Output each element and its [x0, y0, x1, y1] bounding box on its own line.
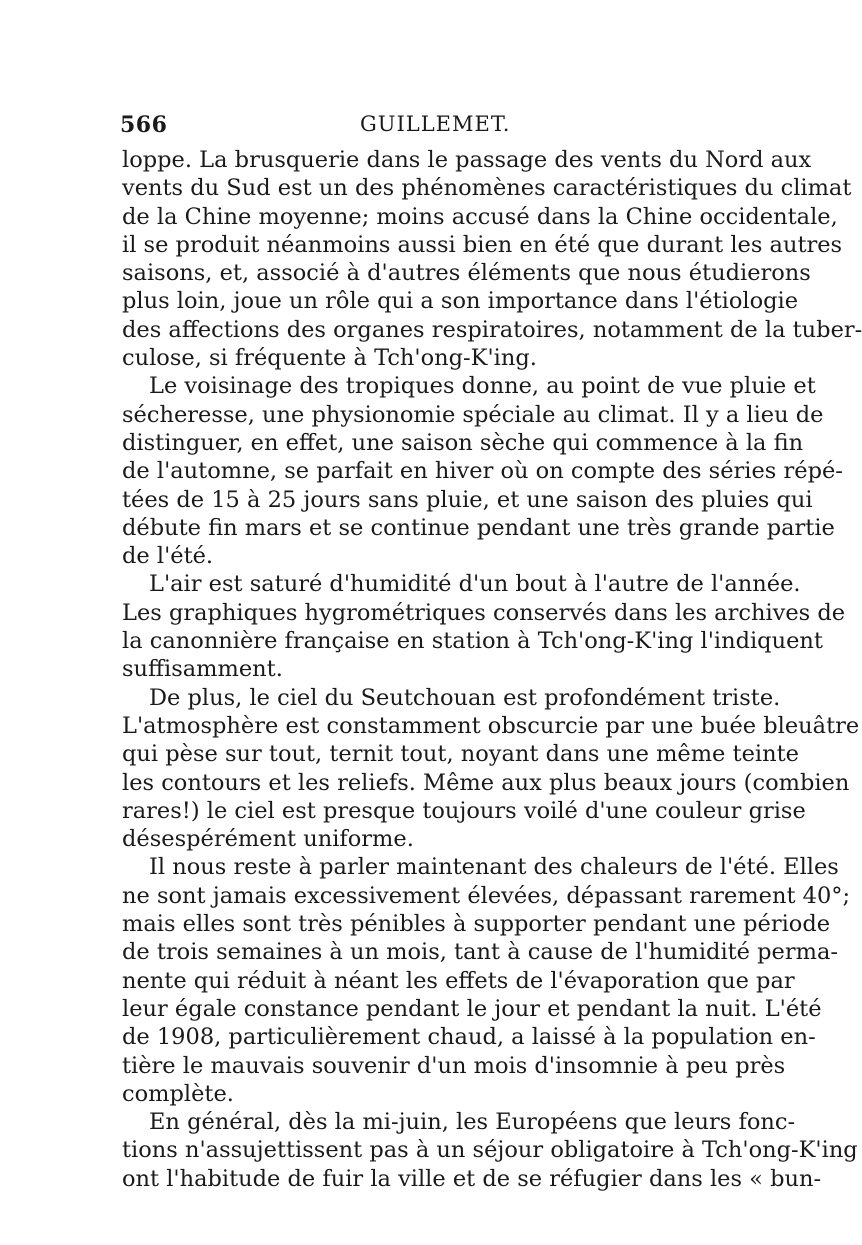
text-line: rares!) le ciel est presque toujours voilé d'une couleur grise [122, 797, 806, 824]
text-line: leur égale constance pendant le jour et pendant la nuit. L'été [122, 995, 822, 1022]
text-line: il se produit néanmoins aussi bien en été que durant les autres [122, 231, 843, 258]
page-number: 566 [120, 112, 168, 138]
text-line: Il nous reste à parler maintenant des chaleurs de l'été. Elles [149, 854, 839, 881]
text-line: tière le mauvais souvenir d'un mois d'insomnie à peu près [122, 1052, 786, 1079]
text-line: désespérément uniforme. [122, 826, 414, 853]
text-line: de trois semaines à un mois, tant à cause de l'humidité perma- [122, 939, 838, 966]
text-line: de l'automne, se parfait en hiver où on compte des séries répé- [122, 458, 843, 485]
paragraph [122, 1108, 858, 1193]
running-head: GUILLEMET. [360, 112, 511, 136]
body-text [122, 146, 862, 1193]
text-line: Le voisinage des tropiques donne, au point de vue pluie et [149, 373, 816, 400]
text-line: culose, si fréquente à Tch'ong-K'ing. [122, 345, 537, 372]
text-line: L'air est saturé d'humidité d'un bout à l'autre de l'année. [149, 571, 801, 598]
text-line: les contours et les reliefs. Même aux plus beaux jours (combien [122, 769, 850, 796]
text-line: sécheresse, une physionomie spéciale au climat. Il y a lieu de [122, 401, 824, 428]
text-line: débute fin mars et se continue pendant une très grande partie [122, 514, 835, 541]
text-line: De plus, le ciel du Seutchouan est profondément triste. [149, 684, 781, 711]
text-line: distinguer, en effet, une saison sèche qui commence à la fin [122, 429, 804, 456]
text-line: ont l'habitude de fuir la ville et de se réfugier dans les « bun- [122, 1165, 822, 1192]
text-line: la canonnière française en station à Tch'ong-K'ing l'indiquent [122, 628, 823, 655]
text-line: nente qui réduit à néant les effets de l'évaporation que par [122, 967, 795, 994]
text-line: ne sont jamais excessivement élevées, dépassant rarement 40°; [122, 882, 851, 909]
text-line: de 1908, particulièrement chaud, a laissé à la population en- [122, 1024, 816, 1051]
paragraph [122, 372, 843, 570]
page-header [120, 112, 680, 142]
paragraph [122, 684, 860, 854]
paragraph [122, 853, 851, 1108]
text-line: vents du Sud est un des phénomènes caractéristiques du climat [122, 175, 852, 202]
text-line: de l'été. [122, 543, 214, 570]
text-line: loppe. La brusquerie dans le passage des vents du Nord aux [122, 147, 812, 173]
text-line: des affections des organes respiratoires, notamment de la tuber- [122, 316, 862, 343]
text-line: qui pèse sur tout, ternit tout, noyant dans une même teinte [122, 741, 799, 768]
text-line: complète. [122, 1080, 234, 1107]
paragraph [122, 146, 862, 372]
text-line: En général, dès la mi-juin, les Européens que leurs fonc- [149, 1109, 796, 1136]
text-line: tées de 15 à 25 jours sans pluie, et une saison des pluies qui [122, 486, 813, 513]
text-line: plus loin, joue un rôle qui a son importance dans l'étiologie [122, 288, 799, 315]
text-line: saisons, et, associé à d'autres éléments que nous étudierons [122, 260, 811, 287]
text-line: L'atmosphère est constamment obscurcie par une buée bleuâtre [122, 712, 860, 739]
text-line: de la Chine moyenne; moins accusé dans la Chine occidentale, [122, 203, 838, 230]
paragraph [122, 570, 846, 683]
text-line: suffisamment. [122, 656, 283, 683]
text-line: mais elles sont très pénibles à supporter pendant une période [122, 911, 831, 938]
text-line: tions n'assujettissent pas à un séjour obligatoire à Tch'ong-K'ing [122, 1137, 858, 1164]
text-line: Les graphiques hygrométriques conservés dans les archives de [122, 599, 846, 626]
